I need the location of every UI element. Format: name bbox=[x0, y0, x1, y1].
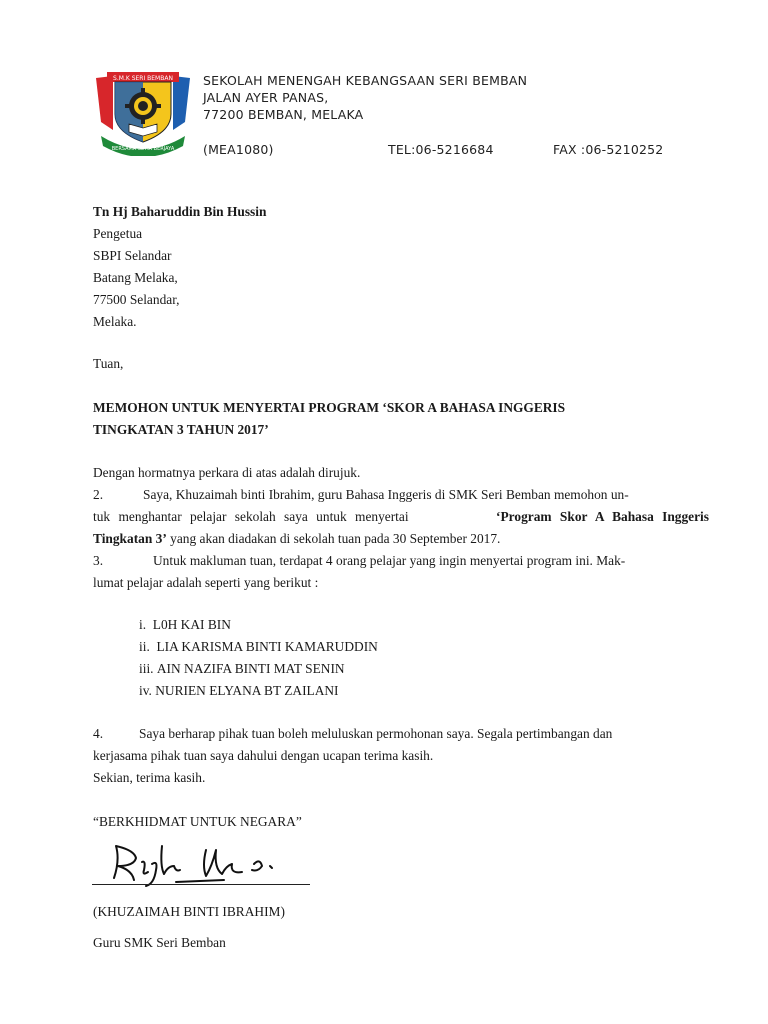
list-item bbox=[139, 614, 231, 636]
school-name: SEKOLAH MENENGAH KEBANGSAAN SERI BEMBAN bbox=[203, 73, 528, 88]
paragraph-2-line-3-text: yang akan diadakan di sekolah tuan pada 30 September 2017. bbox=[170, 531, 501, 546]
paragraph-2-number: 2. bbox=[93, 487, 104, 502]
recipient-name: Tn Hj Baharuddin Bin Hussin bbox=[93, 204, 267, 219]
list-item-number: i. bbox=[139, 617, 147, 632]
signer-name: (KHUZAIMAH BINTI IBRAHIM) bbox=[93, 904, 285, 919]
salutation: Tuan, bbox=[93, 356, 124, 371]
address-line-2: 77200 BEMBAN, MELAKA bbox=[203, 107, 364, 122]
list-item-number: iii. bbox=[139, 661, 154, 676]
paragraph-2-line-2-text: tuk menghantar pelajar sekolah saya untuk menyertai bbox=[93, 509, 409, 524]
recipient-line: SBPI Selandar bbox=[93, 248, 172, 263]
recipient-line: Melaka. bbox=[93, 314, 137, 329]
paragraph-4-number: 4. bbox=[93, 726, 104, 741]
closing: Sekian, terima kasih. bbox=[93, 770, 206, 785]
list-item bbox=[139, 680, 339, 702]
subject-line-2: TINGKATAN 3 TAHUN 2017’ bbox=[93, 422, 269, 437]
recipient-line: 77500 Selandar, bbox=[93, 292, 180, 307]
list-item-number: iv. bbox=[139, 683, 152, 698]
school-crest-logo bbox=[93, 70, 193, 156]
list-item-name: LIA KARISMA BINTI KAMARUDDIN bbox=[156, 639, 378, 654]
paragraph-2-line-1: Saya, Khuzaimah binti Ibrahim, guru Bahasa Inggeris di SMK Seri Bemban memohon un- bbox=[143, 487, 629, 502]
handwritten-signature bbox=[94, 836, 314, 888]
logo-banner-text: S.M.K SERI BEMBAN bbox=[113, 75, 173, 82]
list-item-name: AIN NAZIFA BINTI MAT SENIN bbox=[156, 661, 345, 676]
subject-line-1: MEMOHON UNTUK MENYERTAI PROGRAM ‘SKOR A BAHASA INGGERIS bbox=[93, 400, 566, 415]
list-item bbox=[139, 658, 345, 680]
signer-title: Guru SMK Seri Bemban bbox=[93, 935, 226, 950]
paragraph-3-line-1: Untuk makluman tuan, terdapat 4 orang pelajar yang ingin menyertai program ini. Mak- bbox=[153, 553, 626, 568]
motto: “BERKHIDMAT UNTUK NEGARA” bbox=[93, 814, 302, 829]
logo-motto-text: BERSAMA SETIA BERJAYA bbox=[111, 146, 175, 152]
list-item-number: ii. bbox=[139, 639, 150, 654]
fax: FAX :06-5210252 bbox=[553, 142, 664, 157]
paragraph-2-line-2 bbox=[93, 506, 709, 528]
paragraph-4-line-2: kerjasama pihak tuan saya dahului dengan ucapan terima kasih. bbox=[93, 748, 434, 763]
list-item-name: L0H KAI BIN bbox=[152, 617, 231, 632]
program-name-part-2: Tingkatan 3’ bbox=[93, 531, 167, 546]
paragraph-1: Dengan hormatnya perkara di atas adalah dirujuk. bbox=[93, 465, 361, 480]
recipient-line: Batang Melaka, bbox=[93, 270, 178, 285]
list-item-name: NURIEN ELYANA BT ZAILANI bbox=[155, 683, 339, 698]
address-line-1: JALAN AYER PANAS, bbox=[203, 90, 329, 105]
school-code: (MEA1080) bbox=[203, 142, 274, 157]
signature-line bbox=[92, 884, 310, 885]
paragraph-3-line-2: lumat pelajar adalah seperti yang berikut : bbox=[93, 575, 319, 590]
paragraph-4-line-1: Saya berharap pihak tuan boleh meluluskan permohonan saya. Segala pertimbangan dan bbox=[139, 726, 613, 741]
paragraph-3-number: 3. bbox=[93, 553, 104, 568]
program-name-part-1: ‘Program Skor A Bahasa Inggeris bbox=[496, 509, 709, 524]
list-item bbox=[139, 636, 378, 658]
telephone: TEL:06-5216684 bbox=[388, 142, 494, 157]
recipient-line: Pengetua bbox=[93, 226, 143, 241]
paragraph-2-line-3 bbox=[93, 528, 500, 550]
